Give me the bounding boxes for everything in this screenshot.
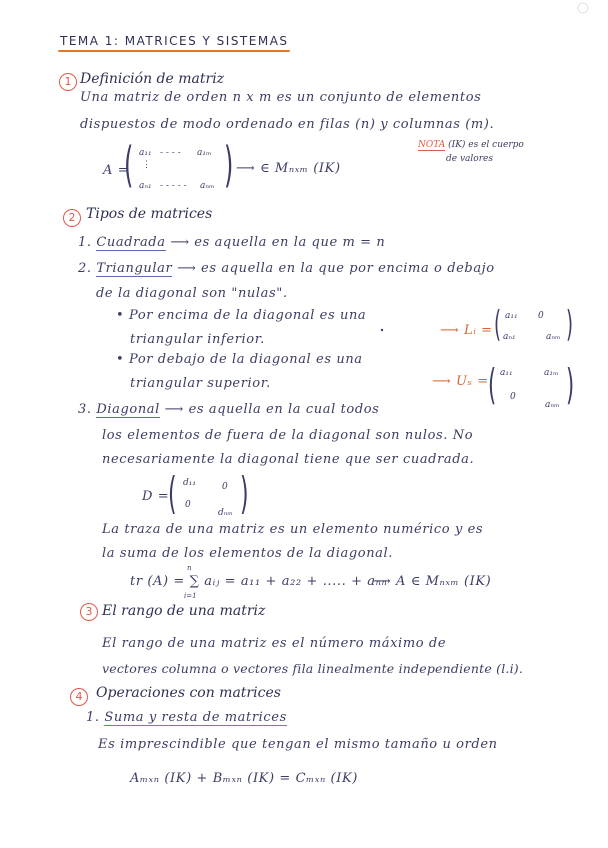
section-number-1: 1: [59, 73, 77, 91]
lower-triangular-label: ⟶ Lᵢ =: [440, 323, 493, 338]
trace-line: La traza de una matriz es un elemento numérico y es: [102, 522, 484, 537]
paragraph-line: dispuestos de modo ordenado en filas (n) y columnas (m).: [80, 117, 495, 132]
right-paren: ): [566, 360, 575, 409]
matrix-entry: d₁₁: [183, 478, 196, 488]
term-triangular: Triangular: [96, 261, 173, 276]
right-paren: ): [566, 304, 574, 345]
upper-triangular-label: ⟶ Uₛ =: [432, 374, 489, 389]
right-paren: ): [224, 137, 234, 193]
list-number: 2.: [78, 261, 92, 276]
list-number: 1.: [86, 710, 100, 725]
term-cuadrada: Cuadrada: [96, 235, 166, 250]
term-diagonal: Diagonal: [96, 402, 160, 417]
diag-lhs: D =: [142, 489, 170, 504]
section-heading-4: Operaciones con matrices: [96, 685, 281, 701]
bullet-continuation: triangular inferior.: [130, 332, 265, 347]
matrix-dots: - - - -: [160, 148, 181, 158]
section-heading-3: El rango de una matriz: [102, 603, 266, 619]
bullet-line: • Por encima de la diagonal es una: [116, 308, 367, 323]
section-number-4: 4: [70, 688, 88, 706]
item-continuation: los elementos de fuera de la diagonal son nulos. No: [102, 428, 474, 443]
item-continuation: necesariamente la diagonal tiene que ser cuadrada.: [102, 452, 475, 467]
paragraph-line: Una matriz de orden n x m es un conjunto de elementos: [80, 90, 482, 105]
paragraph-line: Es imprescindible que tengan el mismo tamaño u orden: [98, 737, 498, 752]
matrix-an1: aₙ₁: [139, 181, 152, 191]
sum-top: n: [187, 564, 192, 572]
matrix-entry: a₁ₘ: [544, 368, 559, 378]
matrix-entry: aₙₘ: [546, 332, 561, 342]
trace-formula: tr (A) = ∑ aᵢⱼ = a₁₁ + a₂₂ + ..... + aₙₙ: [130, 574, 388, 589]
matrix-entry: 0: [185, 500, 191, 510]
item-continuation: de la diagonal son "nulas".: [96, 286, 288, 301]
sum-formula: Aₘₓₙ (IK) + Bₘₓₙ (IK) = Cₘₓₙ (IK): [130, 771, 358, 786]
note-text: (IK) es el cuerpo: [448, 140, 524, 150]
bullet-continuation: triangular superior.: [130, 376, 271, 391]
matrix-entry: 0: [538, 311, 544, 321]
matrix-entry: aₙₘ: [545, 400, 560, 410]
matrix-vdots: ⋮: [142, 160, 151, 170]
right-paren: ): [240, 468, 249, 519]
item-text: ⟶ es aquella en la que por encima o debajo: [177, 261, 495, 276]
matrix-anm: aₙₘ: [200, 181, 215, 191]
section-heading-1: Definición de matriz: [80, 71, 225, 87]
bullet-line: • Por debajo de la diagonal es una: [116, 352, 363, 367]
item-text: ⟶ es aquella en la cual todos: [164, 402, 380, 417]
formula-lhs: A =: [103, 163, 130, 178]
section-heading-2: Tipos de matrices: [86, 206, 213, 222]
left-paren: (: [494, 304, 502, 345]
section-number-2: 2: [63, 209, 81, 227]
item-text: ⟶ es aquella en la que m = n: [170, 235, 386, 250]
matrix-entry: a₁₁: [500, 368, 513, 378]
section-number-3: 3: [80, 603, 98, 621]
trace-result: ⟶ A ∈ Mₙₓₘ (IK): [372, 574, 492, 589]
matrix-entry: aₙ₁: [503, 332, 516, 342]
matrix-dots: - - - - -: [160, 181, 187, 191]
left-paren: (: [124, 137, 134, 193]
matrix-entry: 0: [222, 482, 228, 492]
matrix-entry: dₙₘ: [218, 508, 233, 518]
left-paren: (: [488, 360, 497, 409]
paragraph-line: vectores columna o vectores fila linealmente independiente (l.i).: [102, 661, 524, 676]
left-paren: (: [168, 468, 177, 519]
list-number: 1.: [78, 235, 92, 250]
matrix-a11: a₁₁: [139, 148, 152, 158]
list-number: 3.: [78, 402, 92, 417]
formula-rhs: ⟶ ∈ Mₙₓₘ (IK): [236, 161, 341, 176]
note-tag: NOTA: [418, 140, 446, 150]
trace-line: la suma de los elementos de la diagonal.: [102, 546, 394, 561]
matrix-entry: 0: [510, 392, 516, 402]
page-title: TEMA 1: MATRICES Y SISTEMAS: [60, 34, 289, 48]
matrix-a1m: a₁ₘ: [197, 148, 212, 158]
sum-bottom: i=1: [184, 592, 197, 600]
subsection-term: Suma y resta de matrices: [104, 710, 287, 725]
note-text-2: de valores: [446, 154, 493, 164]
paragraph-line: El rango de una matriz es el número máximo de: [102, 636, 447, 651]
matrix-entry: a₁₁: [505, 311, 518, 321]
